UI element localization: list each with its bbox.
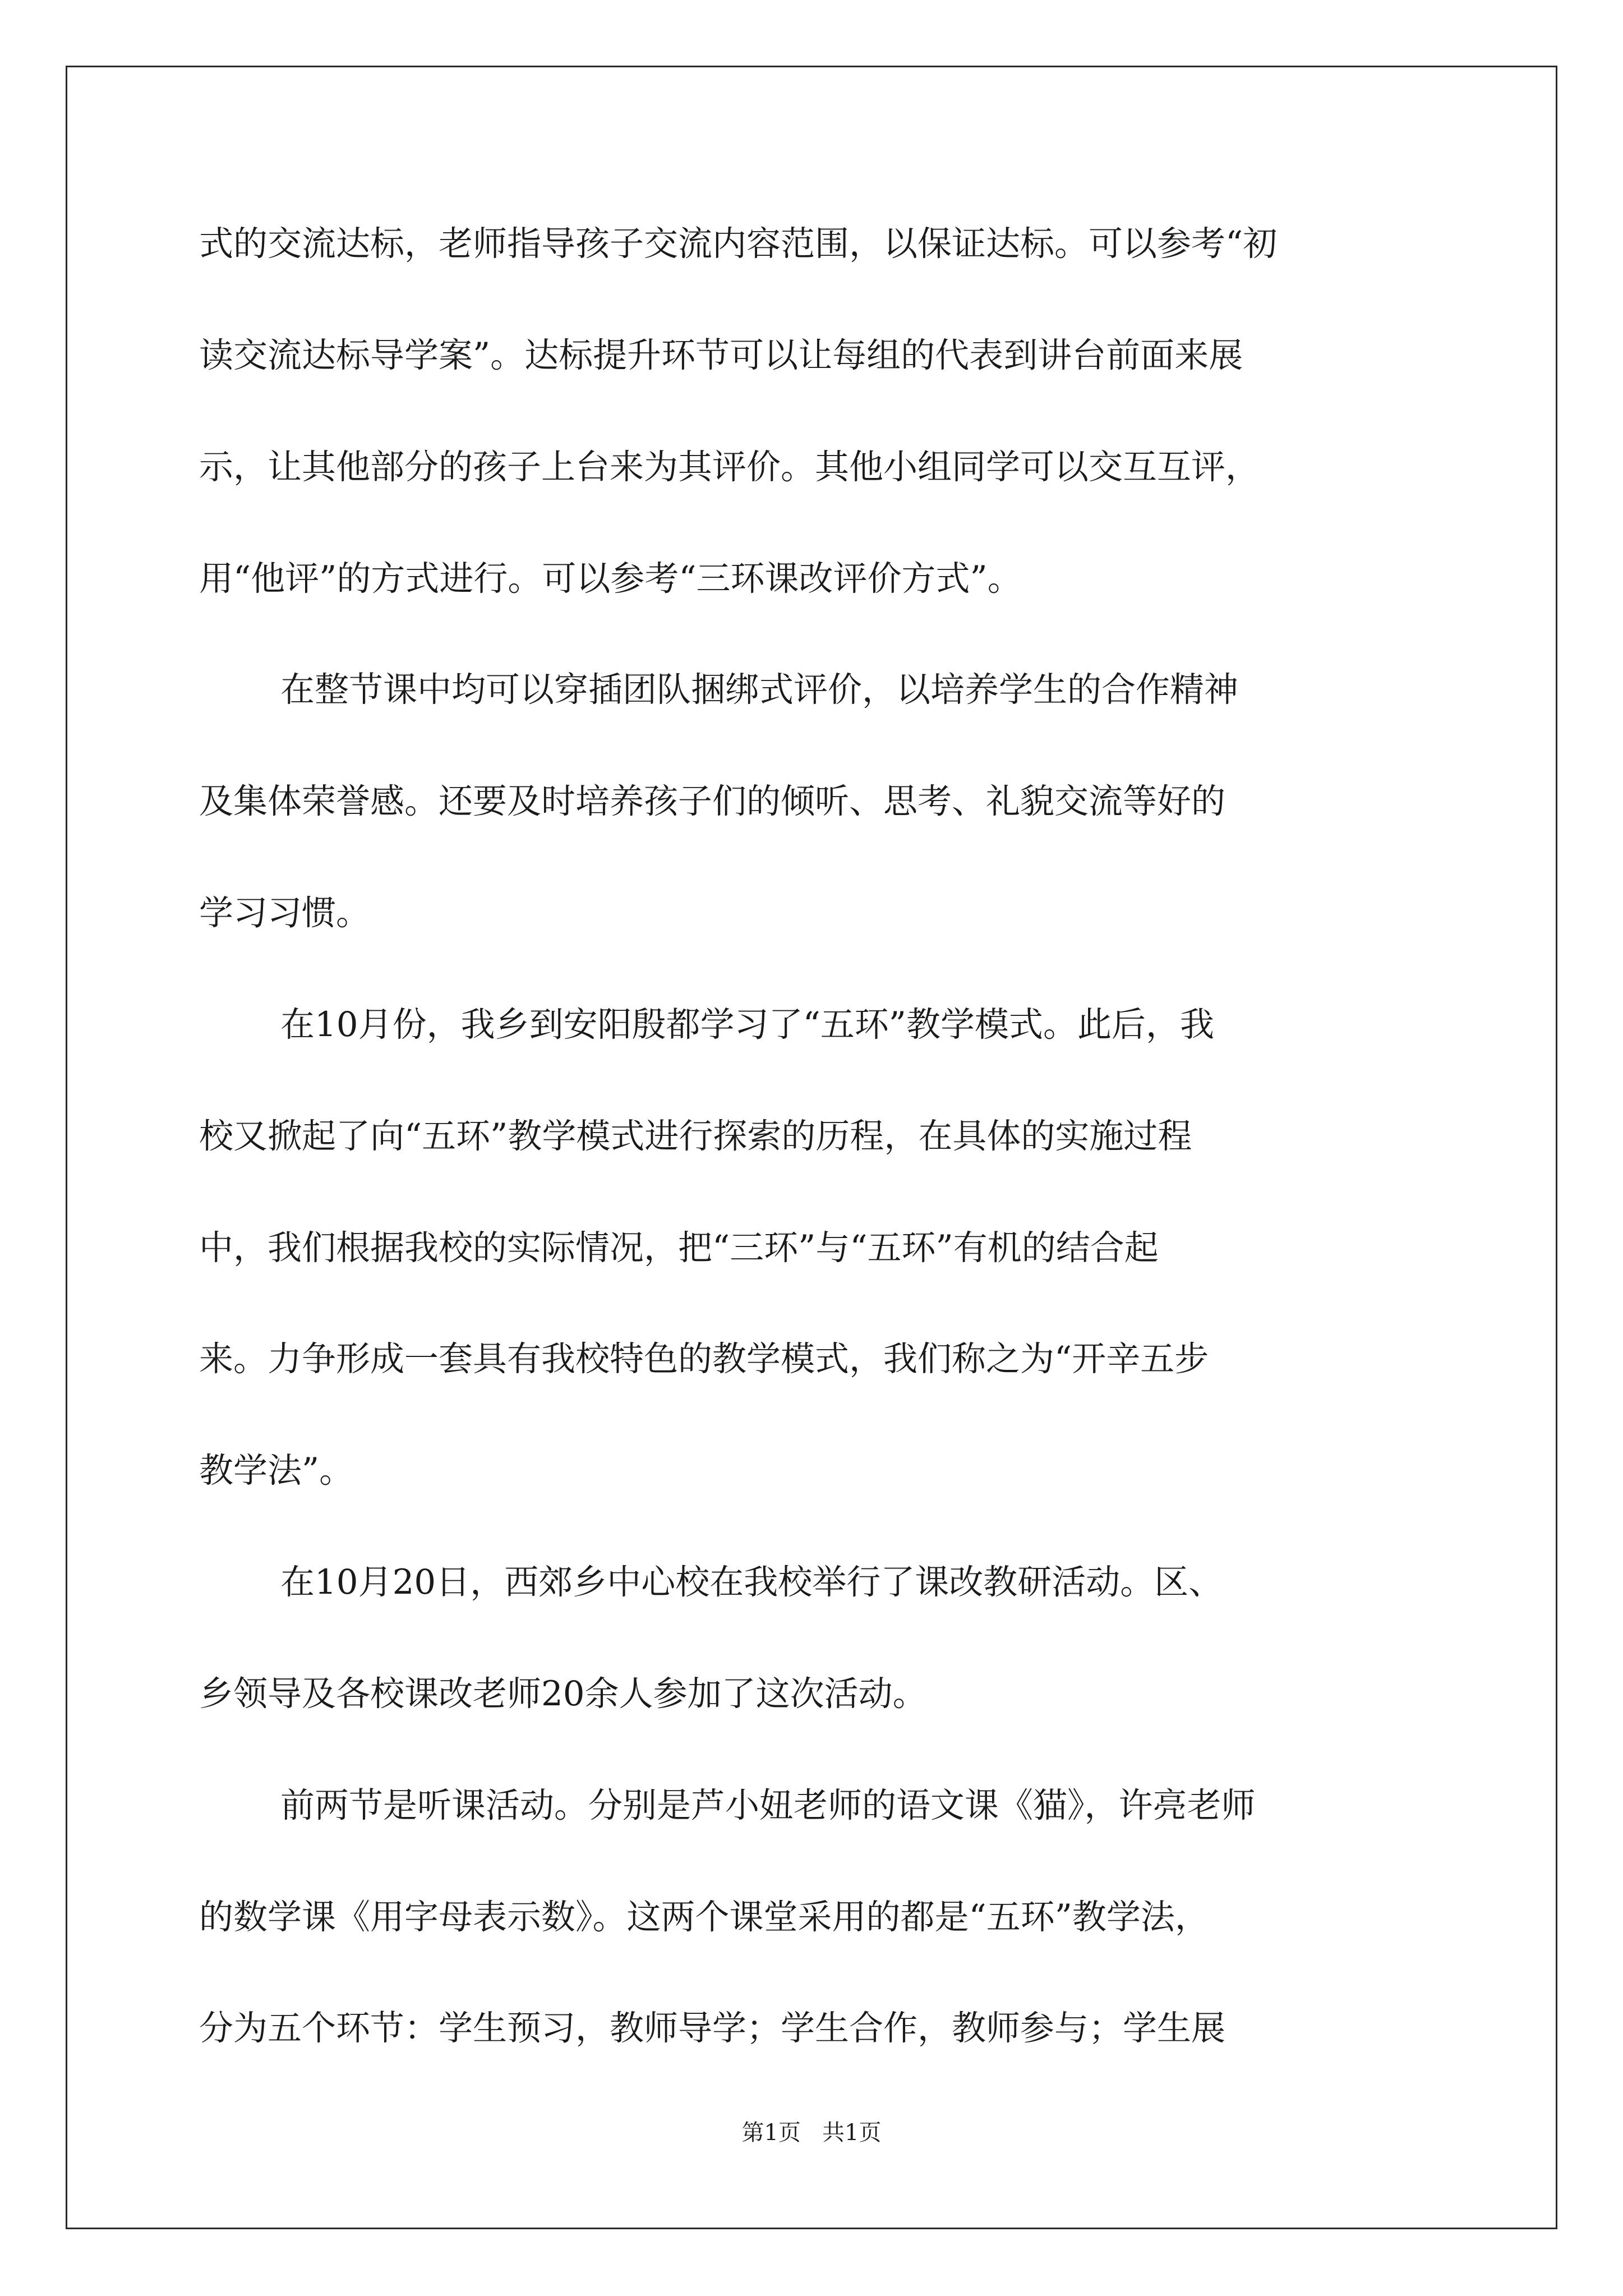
text-line: 及集体荣誉感。还要及时培养孩子们的倾听、思考、礼貌交流等好的 [199, 781, 1226, 821]
text-line: 分为五个环节：学生预习，教师导学；学生合作，教师参与；学生展 [199, 2008, 1226, 2048]
paragraph-first-line: 在10月20日，西郊乡中心校在我校举行了课改教研活动。区、 [280, 1562, 1223, 1602]
text-line: 校又掀起了向“五环”教学模式进行探索的历程，在具体的实施过程 [199, 1116, 1192, 1156]
paragraph-first-line: 在整节课中均可以穿插团队捆绑式评价，以培养学生的合作精神 [280, 670, 1239, 710]
text-line: 来。力争形成一套具有我校特色的教学模式，我们称之为“开辛五步 [199, 1339, 1209, 1379]
text-line: 用“他评”的方式进行。可以参考“三环课改评价方式”。 [199, 559, 1022, 599]
text-line: 乡领导及各校课改老师20余人参加了这次活动。 [199, 1674, 927, 1714]
paragraph-first-line: 前两节是听课活动。分别是芦小妞老师的语文课《猫》，许亮老师 [280, 1786, 1256, 1825]
page-number-footer: 第1页 共1页 [741, 2120, 882, 2146]
text-line: 中，我们根据我校的实际情况，把“三环”与“五环”有机的结合起 [199, 1228, 1159, 1268]
text-line: 学习习惯。 [199, 893, 371, 933]
text-line: 读交流达标导学案”。达标提升环节可以让每组的代表到讲台前面来展 [199, 335, 1243, 375]
text-line: 的数学课《用字母表示数》。这两个课堂采用的都是“五环”教学法， [199, 1897, 1209, 1937]
paragraph-first-line: 在10月份，我乡到安阳殷都学习了“五环”教学模式。此后，我 [280, 1005, 1214, 1045]
text-line: 教学法”。 [199, 1451, 354, 1490]
text-line: 式的交流达标，老师指导孩子交流内容范围，以保证达标。可以参考“初 [199, 224, 1278, 264]
text-line: 示，让其他部分的孩子上台来为其评价。其他小组同学可以交互互评， [199, 447, 1260, 487]
